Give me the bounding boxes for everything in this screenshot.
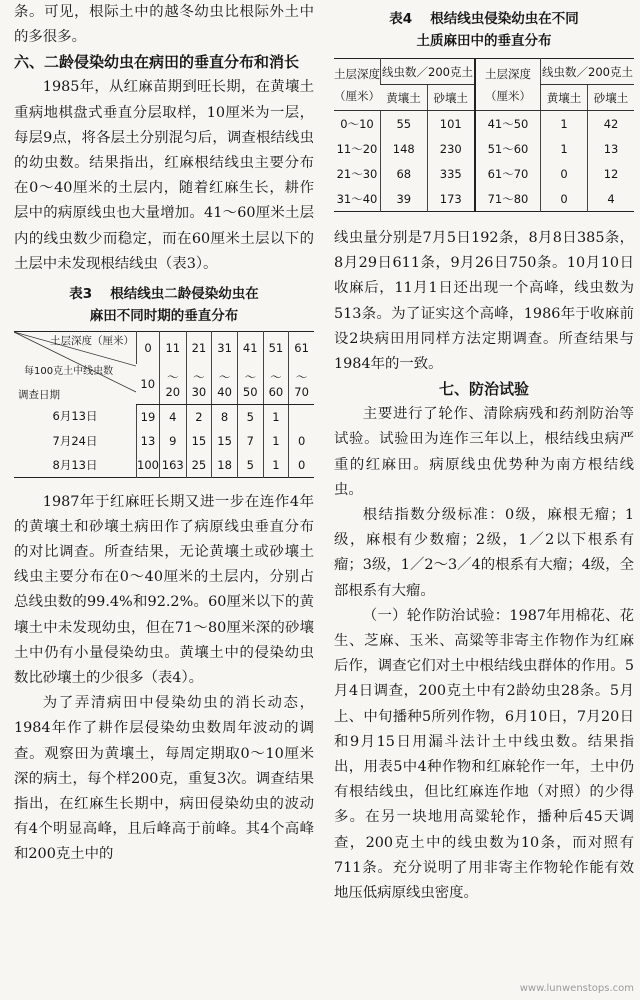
header-depth-right-unit: （厘米） (484, 88, 531, 103)
table-4-row (334, 111, 634, 137)
cell: 18 (212, 453, 238, 478)
cell: 19 (137, 404, 160, 429)
depth-top-5: 51 (263, 332, 289, 364)
cell: 1 (540, 136, 587, 161)
cell: 15 (212, 429, 238, 453)
cell: 4 (588, 186, 634, 212)
table-3-title-line2: 麻田不同时期的垂直分布 (89, 308, 239, 325)
cell: 9 (159, 429, 186, 453)
table-4-row (334, 161, 634, 186)
header-count-left: 线虫数／200克土 (381, 59, 475, 85)
cell: 13 (137, 429, 160, 453)
cell: 68 (381, 161, 428, 186)
header-sandy-right: 砂壤土 (588, 85, 634, 111)
table-3-diagonal-header (14, 332, 137, 405)
paragraph-trials: 主要进行了轮作、清除病残和药剂防治等试验。试验田为连作三年以上，根结线虫病严重的红麻田。病原线虫优势种为南方根结线虫。 (334, 406, 634, 498)
table-3-header-row-1 (14, 332, 314, 364)
cell: 5 (237, 404, 263, 429)
cell: 25 (186, 453, 212, 478)
cell: 335 (427, 161, 475, 186)
watermark-text: www.lunwenstops.com (519, 983, 634, 994)
cell: 13 (588, 136, 634, 161)
table-4-number: 表4 (389, 11, 413, 27)
cell: 0 (540, 186, 587, 212)
cell: 11～20 (336, 141, 378, 156)
cell: 148 (381, 136, 428, 161)
paragraph-1987-survey: 1987年于红麻旺长期又进一步在连作4年的黄壤土和砂壤土病田作了病原线虫垂直分布的对比调查。所查结果，无论黄壤土或砂壤土线虫主要分布在0～40厘米的土层内，分别占总线虫数的99.4%和92.2%。60厘米以下的黄壤土中未发现幼虫，但在71～80厘米深的砂壤土中仍有小量侵染幼虫。黄壤土中的侵染幼虫数比砂壤土的少很多（表4）。 (14, 493, 314, 686)
depth-top-0: 0 (137, 332, 160, 364)
depth-bottom-6: ～70 (289, 364, 314, 404)
cell: 42 (588, 111, 634, 137)
cell: 1 (540, 111, 587, 137)
paragraph-grading: 根结指数分级标准：0级，麻根无瘤；1级，麻根有少数瘤；2级，1／2以下根系有瘤；3级，1／2～3／4的根系有大瘤；4级，全部根系有大瘤。 (334, 507, 634, 599)
cell: 101 (427, 111, 475, 137)
table-4 (334, 58, 634, 212)
right-column (334, 0, 634, 906)
cell: 4 (159, 404, 186, 429)
table-3-row (14, 429, 314, 453)
header-count-right: 线虫数／200克土 (540, 59, 634, 85)
cell: 8 (212, 404, 238, 429)
depth-top-3: 31 (212, 332, 238, 364)
table-4-caption (334, 8, 634, 52)
depth-bottom-3: ～40 (212, 364, 238, 404)
cell: 100 (137, 453, 160, 478)
cell: 41～50 (475, 111, 541, 137)
depth-bottom-4: ～50 (237, 364, 263, 404)
row-date: 8月13日 (52, 457, 98, 472)
depth-top-1: 11 (159, 332, 186, 364)
diag-label-date: 调查日期 (18, 389, 60, 402)
table-4-title-line1: 根结线虫侵染幼虫在不同 (430, 11, 579, 27)
row-date: 6月13日 (52, 409, 98, 424)
header-depth-right (475, 59, 541, 111)
cell: 12 (588, 161, 634, 186)
cell: 173 (427, 186, 475, 212)
cell: 163 (159, 453, 186, 478)
cell: 0 (289, 453, 314, 478)
depth-bottom-1: ～20 (159, 364, 186, 404)
cell: 55 (381, 111, 428, 137)
header-depth-left (334, 59, 381, 111)
cell: 0～10 (340, 116, 374, 131)
table-4-row (334, 136, 634, 161)
table-3 (14, 331, 314, 478)
cell: 2 (186, 404, 212, 429)
cell: 0 (540, 161, 587, 186)
cell: 230 (427, 136, 475, 161)
paragraph-dynamics: 为了弄清病田中侵染幼虫的消长动态，1984年作了耕作层侵染幼虫数周年波动的调查。观察田为黄壤土，每周定期取0～10厘米深的病土，每个样200克，重复3次。调查结果指出，在红麻生长期中，病田侵染幼虫的波动有4个明显高峰，且后峰高于前峰。其4个高峰和200克土中的 (14, 695, 314, 863)
cell: 5 (237, 453, 263, 478)
depth-top-2: 21 (186, 332, 212, 364)
depth-bottom-0: 10 (137, 364, 160, 404)
cell: 15 (186, 429, 212, 453)
paragraph-rotation: （一）轮作防治试验：1987年用棉花、花生、芝麻、玉米、高粱等非寄主作物作为红麻后作，调查它们对土中根结线虫群体的作用。5月4日调查，200克土中有2龄幼虫28条。5月上、中旬播种5所列作物，6月10日，7月20日和9月15日用漏斗法计土中线虫数。结果指出，用表5中4种作物和红麻轮作一年，土中仍有根结线虫，但比红麻连作地（对照）的少得多。在另一块地用高粱轮作，播种后45天调查，200克土中的线虫数为10条，而对照有711条。充分说明了用非寄主作物轮作能有效地压低病原线虫密度。 (334, 607, 634, 902)
cell: 1 (263, 404, 289, 429)
table-4-title-line2: 土质麻田中的垂直分布 (416, 33, 552, 49)
header-depth-right-text: 土层深度 (484, 66, 531, 81)
section-7-heading: 七、防治试验 (438, 380, 529, 399)
paragraph-peaks: 线虫量分别是7月5日192条，8月8日385条，8月29日611条，9月26日750条。10月10日收麻后，11月1日还出现一个高峰，线虫数为513条。为了证实这个高峰，1986年于收麻前设2块病田用同样方法定期调查。所查结果与1984年的一致。 (334, 230, 634, 373)
cell: 31～40 (336, 191, 378, 206)
section-6-heading: 六、二龄侵染幼虫在病田的垂直分布和消长 (14, 53, 300, 72)
table-4-header-row-1 (334, 59, 634, 85)
cell: 7 (237, 429, 263, 453)
table-3-caption (14, 283, 314, 327)
table-3-number: 表3 (69, 286, 93, 303)
header-yellow-right: 黄壤土 (540, 85, 587, 111)
table-3-title-line1: 根结线虫二龄侵染幼虫在 (110, 286, 259, 303)
cell: 21～30 (336, 166, 378, 181)
cell: 39 (381, 186, 428, 212)
header-depth-left-text: 土层深度 (334, 66, 380, 81)
header-sandy-left: 砂壤土 (427, 85, 475, 111)
depth-top-6: 61 (289, 332, 314, 364)
diag-label-count: 每100克土中线虫数 (24, 366, 114, 378)
table-4-row (334, 186, 634, 212)
cell: 51～60 (475, 136, 541, 161)
table-3-row (14, 453, 314, 478)
header-yellow-left: 黄壤土 (381, 85, 428, 111)
diag-label-depth: 土层深度（厘米） (50, 335, 134, 348)
row-date: 7月24日 (52, 433, 98, 448)
table-3-row (14, 404, 314, 429)
paragraph-continued: 条。可见，根际土中的越冬幼虫比根际外土中的多很多。 (14, 4, 314, 46)
cell: 0 (289, 429, 314, 453)
depth-top-4: 41 (237, 332, 263, 364)
cell: 1 (263, 429, 289, 453)
cell: 71～80 (475, 186, 541, 212)
cell: 61～70 (475, 161, 541, 186)
cell: 1 (263, 453, 289, 478)
header-depth-left-unit: （厘米） (334, 88, 380, 103)
depth-bottom-2: ～30 (186, 364, 212, 404)
paragraph-1985-survey: 1985年，从红麻苗期到旺长期，在黄壤土重病地棋盘式垂直分层取样，10厘米为一层，每层9点，将各层土分别混匀后，调查根结线虫的幼虫数。结果指出，红麻根结线虫主要分布在0～40厘米的土层内，随着红麻生长，耕作层中的病原线虫也大量增加。41～60厘米土层内的线虫数少而稳定，而在60厘米土层以下的土层中未发现根结线虫（表3）。 (14, 79, 314, 272)
cell (289, 404, 314, 429)
left-column (14, 0, 314, 868)
depth-bottom-5: ～60 (263, 364, 289, 404)
